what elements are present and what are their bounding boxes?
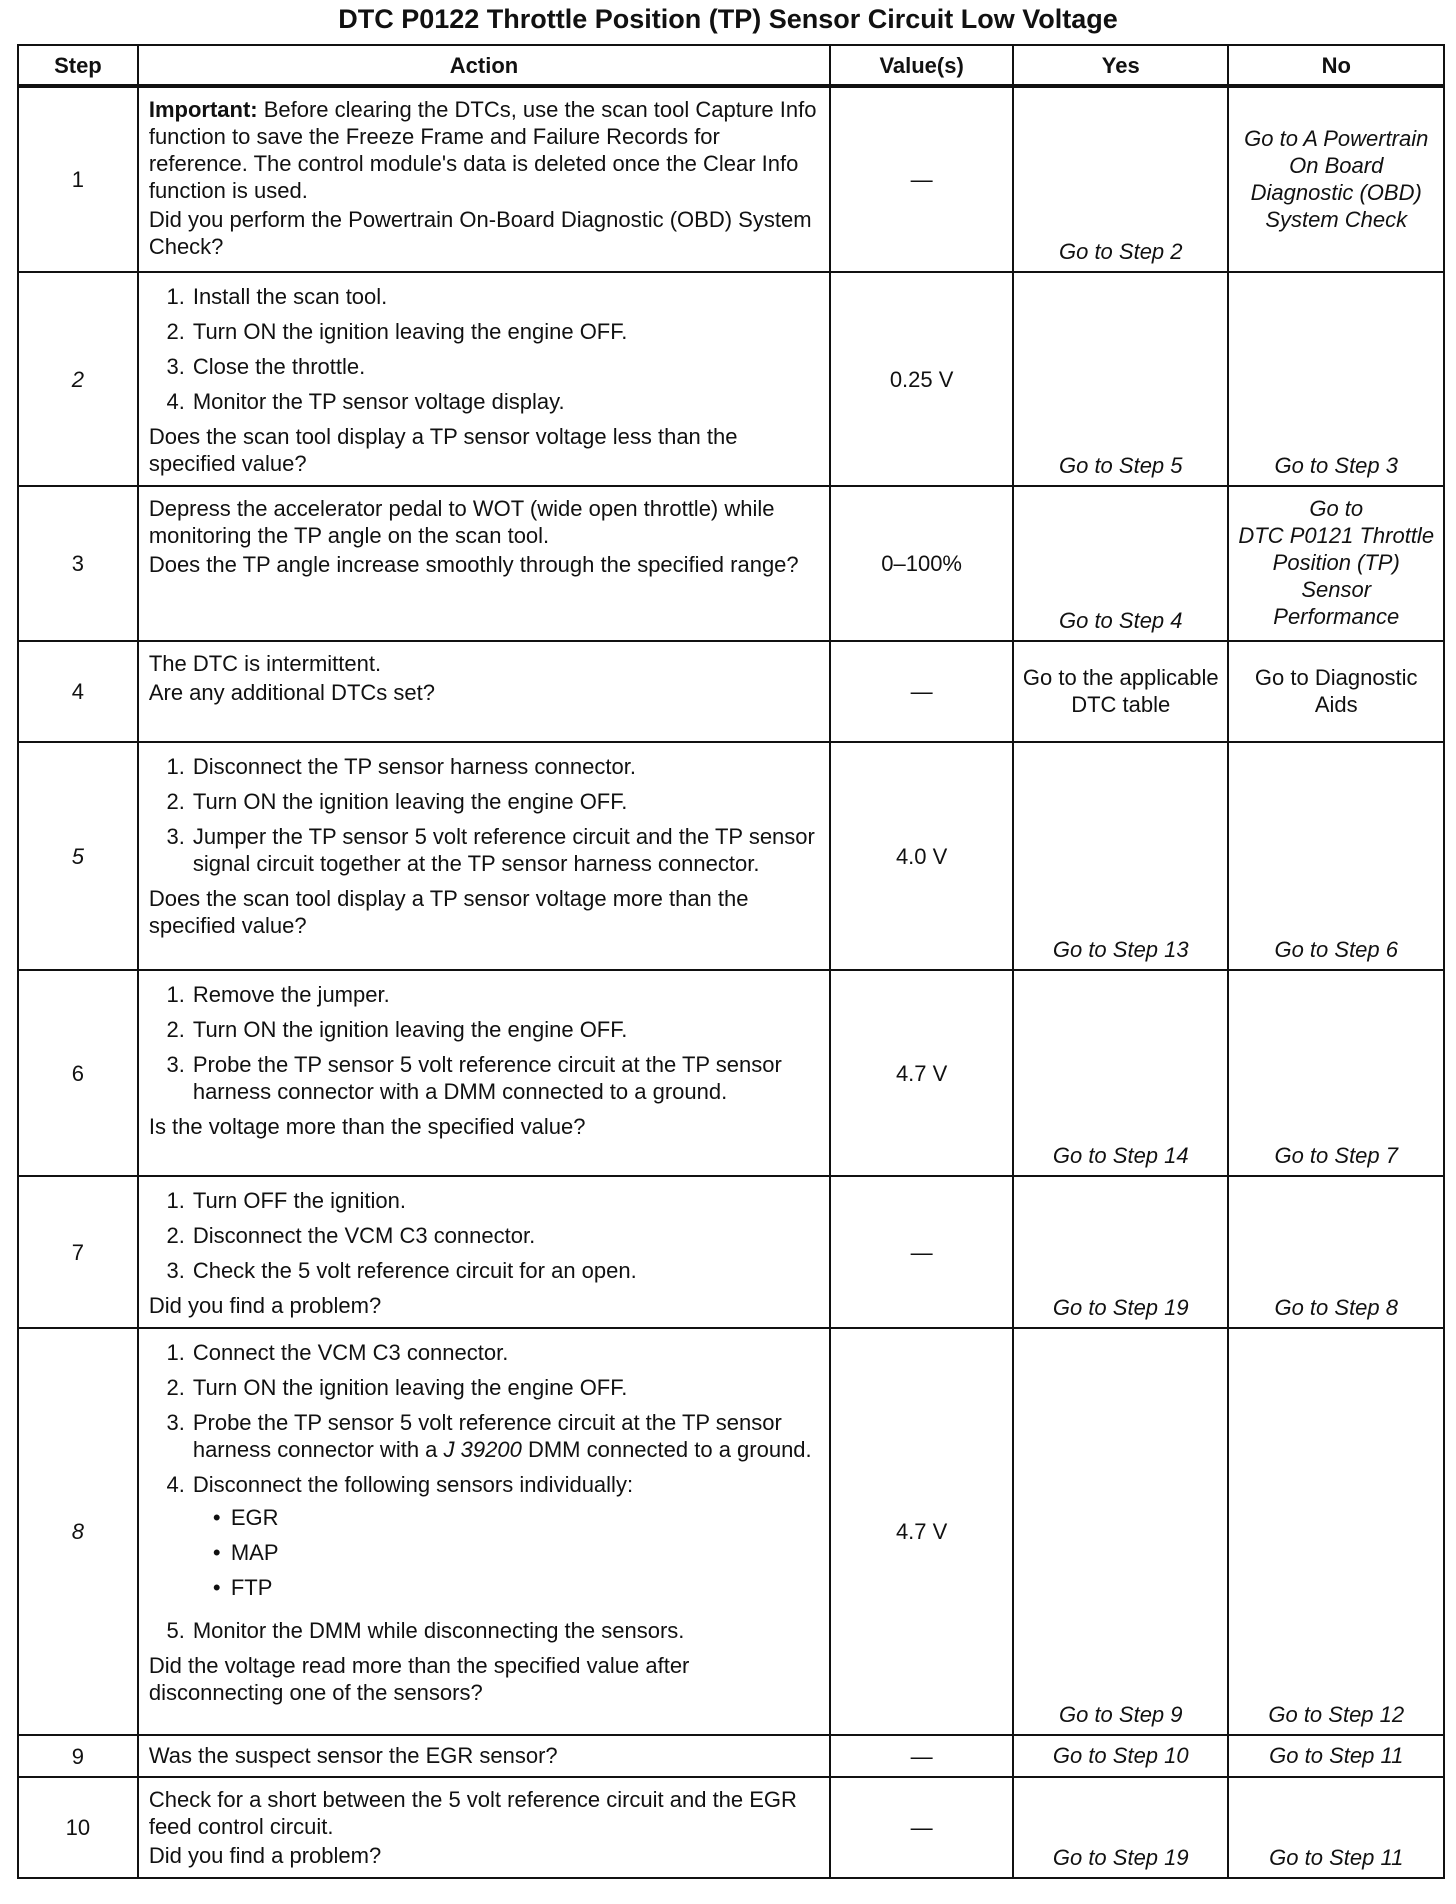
bullet-icon: • — [212, 1575, 221, 1600]
sensor-list — [193, 1504, 819, 1601]
item-number: 3. — [166, 1052, 185, 1077]
action-cell — [138, 1735, 830, 1777]
step-number: 7 — [18, 1176, 138, 1328]
action-list — [149, 1339, 819, 1644]
sensor-item — [193, 1504, 819, 1531]
header-values: Value(s) — [830, 45, 1013, 86]
bullet-icon: • — [212, 1540, 221, 1565]
item-number: 2. — [166, 1017, 185, 1042]
yes-cell: Go to the applicable DTC table — [1013, 641, 1228, 742]
action-cell — [138, 742, 830, 970]
item-text-part: DMM connected to a ground. — [521, 1437, 812, 1462]
step-number: 4 — [18, 641, 138, 742]
list-item — [149, 1051, 819, 1105]
yes-cell: Go to Step 5 — [1013, 272, 1228, 486]
sensor-item — [193, 1574, 819, 1601]
no-cell: Go to Step 12 — [1228, 1328, 1444, 1735]
item-text: Remove the jumper. — [192, 982, 390, 1007]
tool-reference: J 39200 — [443, 1437, 522, 1462]
action-list — [149, 1187, 819, 1284]
step-number: 5 — [18, 742, 138, 970]
action-question: Did you perform the Powertrain On-Board Diagnostic (OBD) System Check? — [148, 207, 812, 259]
item-number: 2. — [166, 1223, 185, 1248]
header-no: No — [1228, 45, 1444, 86]
sensor-name: FTP — [230, 1575, 273, 1600]
action-question: Does the TP angle increase smoothly through the specified range? — [148, 552, 799, 577]
step-number: 3 — [18, 486, 138, 641]
list-item — [149, 353, 819, 380]
item-text: Install the scan tool. — [192, 284, 388, 309]
value-cell: 4.0 V — [830, 742, 1013, 970]
no-cell: Go to Step 6 — [1228, 742, 1444, 970]
action-question: Is the voltage more than the specified value? — [148, 1114, 586, 1139]
item-number: 2. — [166, 319, 185, 344]
yes-cell: Go to Step 10 — [1013, 1735, 1228, 1777]
item-number: 3. — [166, 1258, 185, 1283]
item-text: Monitor the DMM while disconnecting the sensors. — [192, 1618, 685, 1643]
item-text: Connect the VCM C3 connector. — [192, 1340, 509, 1365]
list-item — [149, 283, 819, 310]
step-number: 2 — [18, 272, 138, 486]
step-number: 1 — [18, 86, 138, 272]
table-row — [18, 486, 1444, 641]
action-cell — [138, 1328, 830, 1735]
action-cell — [138, 641, 830, 742]
value-cell: — — [830, 641, 1013, 742]
action-cell — [138, 1777, 830, 1878]
list-item — [149, 1222, 819, 1249]
no-cell: Go to Step 8 — [1228, 1176, 1444, 1328]
item-text — [193, 1471, 819, 1609]
action-text: Check for a short between the 5 volt reference circuit and the EGR feed control circuit. — [148, 1787, 797, 1839]
action-cell — [138, 970, 830, 1176]
step-number: 6 — [18, 970, 138, 1176]
table-row — [18, 742, 1444, 970]
sensor-name: EGR — [230, 1505, 279, 1530]
table-row — [18, 86, 1444, 272]
no-cell — [1228, 486, 1444, 641]
list-item — [149, 388, 819, 415]
item-text-part: Disconnect the following sensors individually: — [192, 1472, 634, 1497]
list-item — [149, 788, 819, 815]
item-text: Disconnect the TP sensor harness connector. — [192, 754, 636, 779]
item-text: Check the 5 volt reference circuit for an open. — [192, 1258, 637, 1283]
yes-cell: Go to Step 4 — [1013, 486, 1228, 641]
item-number: 4. — [166, 389, 185, 414]
action-question: Did the voltage read more than the specified value after disconnecting one of the sensors? — [148, 1653, 690, 1705]
no-cell: Go to Step 3 — [1228, 272, 1444, 486]
diagnostic-table — [17, 44, 1445, 1879]
action-question: Did you find a problem? — [148, 1843, 382, 1868]
header-action: Action — [138, 45, 830, 86]
list-item — [149, 318, 819, 345]
table-header-row — [18, 45, 1444, 86]
sensor-item — [193, 1539, 819, 1566]
list-item — [149, 823, 819, 877]
item-text: Monitor the TP sensor voltage display. — [192, 389, 565, 414]
table-row — [18, 641, 1444, 742]
item-text-part: Probe the TP sensor 5 volt reference circuit at the TP sensor harness connector with a — [192, 1410, 782, 1462]
no-prefix: Go to — [1244, 125, 1304, 151]
yes-cell: Go to Step 9 — [1013, 1328, 1228, 1735]
item-text: Close the throttle. — [192, 354, 366, 379]
item-number: 3. — [166, 354, 185, 379]
action-question: Did you find a problem? — [148, 1293, 382, 1318]
step-number: 9 — [18, 1735, 138, 1777]
item-number: 1. — [166, 754, 185, 779]
action-list — [149, 283, 819, 415]
item-number: 1. — [166, 284, 185, 309]
item-text: Turn OFF the ignition. — [192, 1188, 406, 1213]
action-text: Depress the accelerator pedal to WOT (wide open throttle) while monitoring the TP angle on the scan tool. — [148, 496, 775, 548]
action-question: Was the suspect sensor the EGR sensor? — [148, 1743, 558, 1768]
important-note — [149, 96, 819, 204]
list-item — [149, 753, 819, 780]
no-cell: Go to Diagnostic Aids — [1228, 641, 1444, 742]
bullet-icon: • — [212, 1505, 221, 1530]
list-item: 1. Connect the VCM C3 connector. — [149, 1339, 819, 1366]
item-number: 1. — [166, 1188, 185, 1213]
item-number: 2. — [166, 789, 185, 814]
value-cell: — — [830, 1735, 1013, 1777]
sensor-name: MAP — [230, 1540, 279, 1565]
action-question: Does the scan tool display a TP sensor voltage less than the specified value? — [148, 424, 738, 476]
page-title: DTC P0122 Throttle Position (TP) Sensor Circuit Low Voltage — [338, 4, 1118, 34]
item-text: Turn ON the ignition leaving the engine OFF. — [192, 319, 628, 344]
action-cell — [138, 272, 830, 486]
value-cell: — — [830, 1176, 1013, 1328]
yes-cell: Go to Step 14 — [1013, 970, 1228, 1176]
header-yes: Yes — [1013, 45, 1228, 86]
no-cell: Go to Step 11 — [1228, 1735, 1444, 1777]
list-item: 4. Disconnect the following sensors individually: • EGR • MAP • FTP — [149, 1471, 819, 1609]
item-text: Probe the TP sensor 5 volt reference circuit at the TP sensor harness connector with a DMM connected to a ground. — [192, 1052, 782, 1104]
item-number: 3. — [166, 824, 185, 849]
important-text: Before clearing the DTCs, use the scan tool Capture Info function to save the Freeze Frame and Failure Records for reference. The control module's data is deleted once the Clear Info function is used. — [148, 97, 817, 203]
list-item: 3. Probe the TP sensor 5 volt reference circuit at the TP sensor harness connector with a J 39200 DMM connected to a ground. — [149, 1409, 819, 1463]
value-cell: — — [830, 86, 1013, 272]
action-text: The DTC is intermittent. — [148, 651, 382, 676]
value-cell: 0.25 V — [830, 272, 1013, 486]
item-text: Turn ON the ignition leaving the engine OFF. — [192, 789, 628, 814]
item-text: Disconnect the VCM C3 connector. — [192, 1223, 536, 1248]
table-row — [18, 1735, 1444, 1777]
important-label: Important: — [148, 97, 258, 122]
table-row — [18, 1777, 1444, 1878]
action-cell — [138, 86, 830, 272]
table-row — [18, 272, 1444, 486]
no-cell: Go to Step 7 — [1228, 970, 1444, 1176]
no-link: DTC P0121 Throttle Position (TP) Sensor Performance — [1238, 523, 1435, 629]
list-item — [149, 1016, 819, 1043]
value-cell: — — [830, 1777, 1013, 1878]
no-cell — [1228, 86, 1444, 272]
list-item — [149, 1187, 819, 1214]
value-cell: 4.7 V — [830, 1328, 1013, 1735]
item-text: Jumper the TP sensor 5 volt reference circuit and the TP sensor signal circuit together at the TP sensor harness connector. — [192, 824, 815, 876]
value-cell: 4.7 V — [830, 970, 1013, 1176]
yes-cell: Go to Step 13 — [1013, 742, 1228, 970]
action-question: Does the scan tool display a TP sensor voltage more than the specified value? — [148, 886, 749, 938]
list-item: 5. Monitor the DMM while disconnecting the sensors. — [149, 1617, 819, 1644]
yes-cell: Go to Step 2 — [1013, 86, 1228, 272]
yes-cell: Go to Step 19 — [1013, 1777, 1228, 1878]
list-item — [149, 981, 819, 1008]
item-text: Turn ON the ignition leaving the engine OFF. — [192, 1375, 628, 1400]
list-item — [149, 1257, 819, 1284]
table-row — [18, 970, 1444, 1176]
yes-cell: Go to Step 19 — [1013, 1176, 1228, 1328]
no-link: A Powertrain On Board Diagnostic (OBD) System Check — [1250, 125, 1429, 232]
table-row — [18, 1176, 1444, 1328]
step-number: 10 — [18, 1777, 138, 1878]
step-number: 8 — [18, 1328, 138, 1735]
action-list — [149, 981, 819, 1105]
action-cell — [138, 1176, 830, 1328]
table-row — [18, 1328, 1444, 1735]
no-cell: Go to Step 11 — [1228, 1777, 1444, 1878]
action-list — [149, 753, 819, 877]
action-cell — [138, 486, 830, 641]
value-cell: 0–100% — [830, 486, 1013, 641]
no-prefix: Go to — [1309, 496, 1364, 521]
header-step: Step — [18, 45, 138, 86]
item-text: Turn ON the ignition leaving the engine OFF. — [192, 1017, 628, 1042]
list-item: 2. Turn ON the ignition leaving the engine OFF. — [149, 1374, 819, 1401]
item-text — [193, 1409, 819, 1463]
action-question: Are any additional DTCs set? — [148, 680, 435, 705]
item-number: 1. — [166, 982, 185, 1007]
